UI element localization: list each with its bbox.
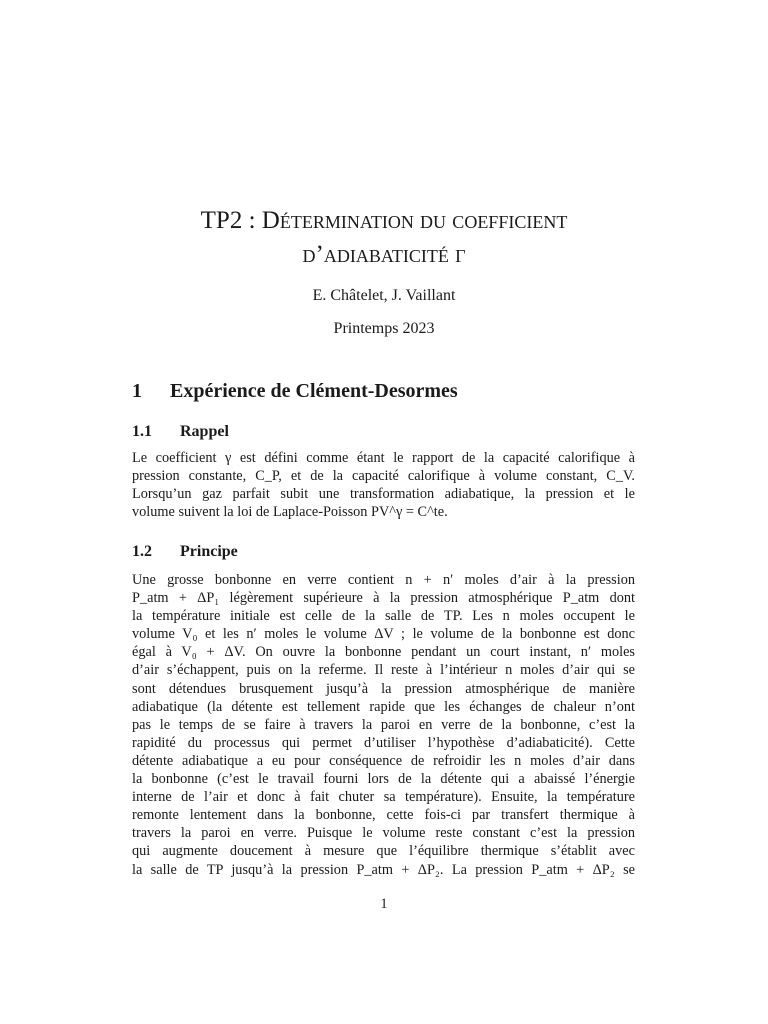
paragraph-rappel	[132, 449, 635, 521]
text-line: la salle de TP jusqu’à la pression P_atm + ΔP₂. La pression P_atm + ΔP₂ se	[132, 861, 635, 878]
text-line: P_atm + ΔP₁ légèrement supérieure à la pression atmosphérique P_atm dont	[132, 590, 635, 607]
subsection-number: 1.2	[132, 543, 152, 560]
text-line: pression constante, C_P, et de la capacité calorifique à volume constant, C_V.	[132, 468, 635, 485]
document-title	[100, 204, 668, 272]
text-line: égal à V₀ + ΔV. On ouvre la bonbonne pendant un court instant, n′ moles	[132, 644, 635, 661]
section-number: 1	[132, 380, 142, 402]
text-line: détente adiabatique a eu pour conséquence de refroidir les n moles d’air dans	[132, 752, 635, 769]
text-line: sont détendues brusquement jusqu’à la pression atmosphérique de manière	[132, 680, 635, 697]
text-line: Une grosse bonbonne en verre contient n + n′ moles d’air à la pression	[132, 572, 635, 588]
paragraph-principe	[132, 571, 635, 879]
subsection-title: Rappel	[180, 423, 229, 440]
subsection-heading-principe	[132, 543, 238, 561]
authors: E. Châtelet, J. Vaillant	[312, 287, 456, 304]
text-line: volume suivent la loi de Laplace-Poisson PV^γ = C^te.	[132, 504, 448, 521]
subsection-number: 1.1	[132, 423, 152, 440]
text-line: rapidité du processus qui permet d’utiliser l’hypothèse d’adiabaticité). Cette	[132, 734, 635, 751]
text-line: la bonbonne (c’est le travail fourni lors de la détente qui a abaissé l’énergie	[132, 771, 635, 788]
text-line: pas le temps de se faire à travers la paroi en verre de la bonbonne, c’est la	[132, 716, 635, 733]
section-heading	[132, 380, 458, 403]
subsection-heading-rappel	[132, 423, 229, 441]
text-line: Le coefficient γ est défini comme étant le rapport de la capacité calorifique à	[132, 450, 635, 466]
section-title: Expérience de Clément-Desormes	[170, 380, 458, 402]
title-line-2: d’adiabaticité γ	[302, 241, 466, 268]
page-number: 1	[380, 896, 388, 912]
text-line: interne de l’air et donc à fait chuter sa température). Ensuite, la température	[132, 789, 635, 806]
subsection-title: Principe	[180, 543, 238, 560]
text-line: volume V₀ et les n′ moles le volume ΔV ; le volume de la bonbonne est donc	[132, 626, 635, 643]
date: Printemps 2023	[333, 320, 435, 337]
text-line: travers la paroi en verre. Puisque le volume reste constant c’est la pression	[132, 825, 635, 842]
text-line: la température initiale est celle de la salle de TP. Les n moles occupent le	[132, 608, 635, 625]
text-line: qui augmente doucement à mesure que l’équilibre thermique s’établit avec	[132, 843, 635, 860]
text-line: adiabatique (la détente est tellement rapide que les échanges de chaleur n’ont	[132, 698, 635, 715]
title-line-1: TP2 : Détermination du coefficient	[200, 207, 568, 234]
text-line: remonte lentement dans la bonbonne, cette fois-ci par transfert thermique à	[132, 807, 635, 824]
text-line: d’air s’échappent, puis on la referme. Il reste à l’intérieur n moles d’air qui se	[132, 662, 635, 679]
text-line: Lorsqu’un gaz parfait subit une transformation adiabatique, la pression et le	[132, 486, 635, 503]
